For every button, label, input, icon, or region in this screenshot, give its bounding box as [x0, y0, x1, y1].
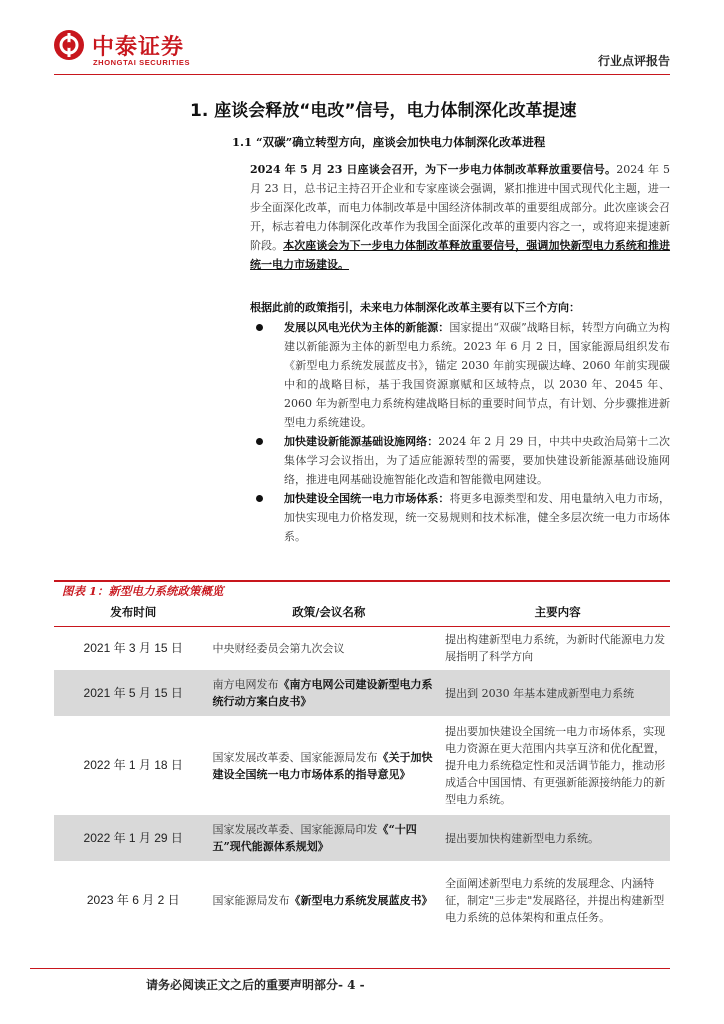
- paragraph-lead: 2024 年 5 月 23 日座谈会召开，为下一步电力体制改革释放重要信号。: [250, 163, 617, 176]
- cell-date: 2022 年 1 月 29 日: [54, 815, 212, 862]
- name-bold: 《“十四五”现代能源体系规划》: [212, 823, 417, 853]
- column-header-content: 主要内容: [445, 598, 670, 627]
- page-footer: 请务必阅读正文之后的重要声明部分- 4 -: [146, 978, 365, 992]
- cell-content: 提出到 2030 年基本建成新型电力系统: [445, 670, 670, 717]
- table-row: [54, 862, 670, 940]
- bullet-icon: [256, 324, 263, 331]
- cell-content: 全面阐述新型电力系统的发展理念、内涵特征，制定"三步走"发展路径，并提出构建新型电力系统的总体架构和重点任务。: [445, 877, 665, 924]
- column-header-date: 发布时间: [54, 598, 212, 627]
- directions-list: [250, 318, 670, 546]
- page-header: [0, 0, 724, 80]
- zhongtai-logo-icon: [54, 30, 84, 60]
- list-item: [250, 432, 670, 489]
- list-item-heading: 加快建设新能源基础设施网络：: [284, 435, 439, 448]
- policy-table: [54, 598, 670, 940]
- cell-date: 2023 年 6 月 2 日: [86, 893, 180, 907]
- footer-divider: [30, 968, 670, 969]
- name-plain: 国家能源局发布: [212, 894, 290, 907]
- list-item-heading: 加快建设全国统一电力市场体系：: [284, 492, 450, 505]
- list-item: [250, 489, 670, 546]
- header-divider: [54, 74, 670, 75]
- subsection-title: 1.1 “双碳”确立转型方向，座谈会加快电力体制深化改革进程: [232, 135, 546, 149]
- list-item-text: 2024 年 2 月 29 日，中共中央政治局第十二次集体学习会议指出，为了适应能源转型的需要，要加快建设新能源基础设施网络，推进电网基础设施智能化改造和智能微电网建设。: [284, 435, 670, 486]
- cell-name: [212, 862, 445, 940]
- name-plain: 国家发展改革委、国家能源局发布: [212, 750, 378, 764]
- paragraph-key-point: 本次座谈会为下一步电力体制改革释放重要信号，强调加快新型电力系统和推进统一电力市场建设。: [250, 239, 671, 271]
- logo-chinese-name: 中泰证券: [92, 35, 185, 60]
- table-caption: 图表 1：新型电力系统政策概览: [54, 580, 670, 598]
- cell-name: [212, 815, 445, 862]
- name-plain: 中央财经委员会第九次会议: [212, 641, 345, 655]
- logo-english-name: ZHONGTAI SECURITIES: [93, 58, 191, 67]
- list-item-text: 将更多电源类型和发、用电量纳入电力市场，加快实现电力价格发现，统一交易规则和技术标准，健全多层次统一电力市场体系。: [284, 492, 671, 543]
- report-type-label: 行业点评报告: [597, 54, 670, 68]
- table-row: [54, 815, 670, 862]
- cell-date: 2021 年 3 月 15 日: [83, 640, 183, 655]
- section-title: 1. 座谈会释放“电改”信号，电力体制深化改革提速: [190, 101, 577, 121]
- name-plain: 南方电网发布: [212, 678, 279, 691]
- cell-name: [212, 670, 445, 717]
- cell-content: 提出要加快构建新型电力系统。: [445, 815, 670, 862]
- directions-intro: 根据此前的政策指引，未来电力体制深化改革主要有以下三个方向：: [250, 301, 580, 314]
- cell-name: [212, 627, 445, 670]
- column-header-name: 政策/会议名称: [212, 598, 445, 627]
- paragraph-intro: [250, 160, 670, 274]
- paragraph-body: 2024 年 5 月 23 日，总书记主持召开企业和专家座谈会强调，紧扣推进中国式现代化主题，进一步全面深化改革，而电力体制改革是中国经济体制改革的重要组成部分。此次座谈会召开，标志着电力体制深化改革作为我国全面深化改革的重要内容之一，或将迎来提速新阶段。: [250, 163, 670, 252]
- bullet-icon: [256, 438, 263, 445]
- name-bold: 《南方电网公司建设新型电力系统行动方案白皮书》: [212, 678, 433, 708]
- table-header-row: [54, 598, 670, 627]
- list-item-heading: 发展以风电光伏为主体的新能源：: [284, 321, 450, 334]
- table-row: [54, 670, 670, 717]
- table-row: [54, 627, 670, 670]
- cell-date: 2022 年 1 月 18 日: [83, 758, 183, 772]
- table-row: [54, 717, 670, 815]
- name-bold: 《新型电力系统发展蓝皮书》: [289, 894, 433, 907]
- cell-date: 2021 年 5 月 15 日: [54, 670, 212, 717]
- cell-content: 提出构建新型电力系统，为新时代能源电力发展指明了科学方向: [445, 633, 666, 663]
- name-plain: 国家发展改革委、国家能源局印发: [212, 823, 378, 836]
- list-item-text: 国家提出“双碳”战略目标，转型方向确立为构建以新能源为主体的新型电力系统。2023 年 6 月 2 日，国家能源局组织发布《新型电力系统发展蓝皮书》，锚定 2030 年前实现碳达峰、2060 年前实现碳中和的战略目标，基于我国资源禀赋和区域特点，以 2030 年、2045 年、2060 年为新型电力系统构建战略目标的重要时间节点，有计划、分步骤推进新型电力系统建设。: [284, 321, 671, 429]
- cell-name: [212, 717, 445, 815]
- list-item: [250, 318, 670, 432]
- name-bold: 《关于加快建设全国统一电力市场体系的指导意见》: [212, 750, 433, 781]
- bullet-icon: [256, 495, 263, 502]
- cell-content: 提出要加快建设全国统一电力市场体系，实现电力资源在更大范围内共享互济和优化配置，提升电力系统稳定性和灵活调节能力，推动形成适合中国国情、有更强新能源接纳能力的新型电力系统。: [445, 725, 666, 806]
